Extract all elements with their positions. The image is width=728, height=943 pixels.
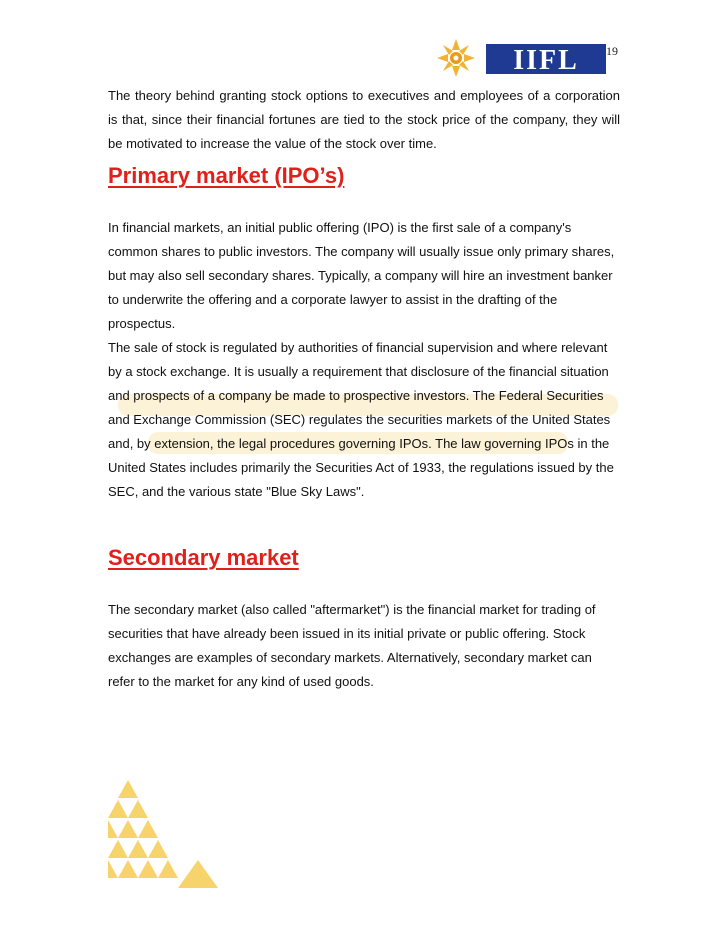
primary-market-heading: Primary market (IPO’s) <box>108 163 345 188</box>
secondary-market-heading: Secondary market <box>108 545 299 570</box>
primary-market-paragraph-1: In financial markets, an initial public offering (IPO) is the first sale of a company's common shares to public investors. The company will usually issue only primary shares, but may also sell secondary shares. Typically, a company will hire an investment banker to underwrite the offering and a corporate lawyer to assist in the drafting of the prospectus. <box>108 220 615 331</box>
intro-paragraph: The theory behind granting stock options to executives and employees of a corporation is that, since their financial fortunes are tied to the stock price of the company, they will be motivated to increase the value of the stock over time. <box>108 88 620 151</box>
iifl-emblem-icon <box>437 39 475 77</box>
logo-text: IIFL <box>513 45 579 76</box>
page-number: 19 <box>606 44 618 58</box>
secondary-market-paragraph: The secondary market (also called "aftermarket") is the financial market for trading of securities that have already been issued in its initial private or public offering. Stock exchanges are examples of secondary markets. Alternatively, secondary market can refer to the market for any kind of used goods. <box>108 602 596 689</box>
primary-market-paragraph-2: The sale of stock is regulated by authorities of financial supervision and where relevant by a stock exchange. It is usually a requirement that disclosure of the financial situation and prospects of a company be made to prospective investors. The Federal Securities and Exchange Commission (SEC) regulates the securities markets of the United States and, by extension, the legal procedures governing IPOs. The law governing IPOs in the United States includes primarily the Securities Act of 1933, the regulations issued by the SEC, and the various state "Blue Sky Laws". <box>108 340 614 499</box>
document-body <box>108 84 620 694</box>
decorative-triangles <box>108 780 228 890</box>
iifl-logo <box>428 38 608 78</box>
